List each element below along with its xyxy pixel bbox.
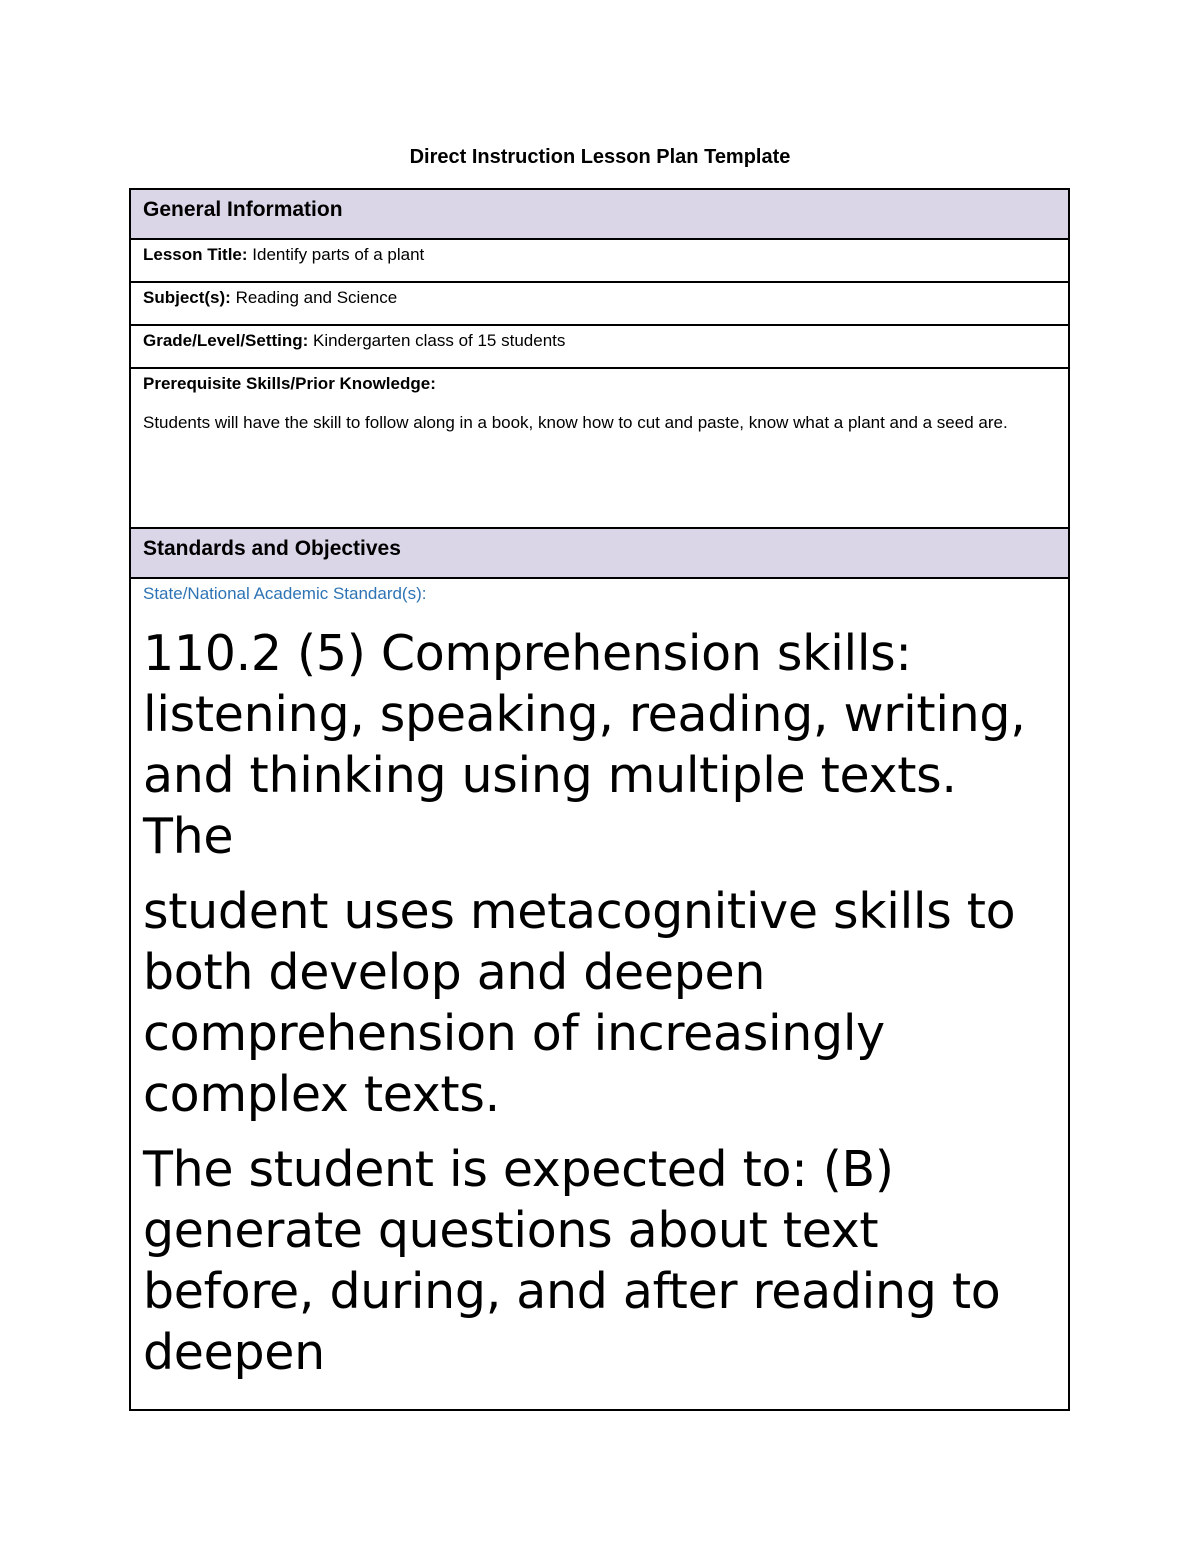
prerequisite-skills-label: Prerequisite Skills/Prior Knowledge:: [143, 374, 436, 393]
general-information-heading: General Information: [143, 198, 343, 221]
grade-level-setting-value: Kindergarten class of 15 students: [308, 331, 566, 350]
standard-paragraph: The student is expected to: (B) generate questions about text before, during, and after reading to deepen: [143, 1141, 1001, 1381]
subjects-row: [131, 283, 1068, 326]
standard-paragraph: 110.2 (5) Comprehension skills: listening, speaking, reading, writing, and thinking using multiple texts. The: [143, 625, 1026, 865]
document-title: Direct Instruction Lesson Plan Template: [409, 146, 791, 168]
subjects-label: Subject(s):: [143, 288, 231, 307]
subjects-value: Reading and Science: [230, 288, 398, 307]
lesson-title-row: [131, 240, 1068, 283]
lesson-title-value: Identify parts of a plant: [247, 245, 425, 264]
standards-objectives-heading: Standards and Objectives: [143, 537, 401, 560]
lesson-title-label: Lesson Title:: [143, 245, 248, 264]
general-information-header: [131, 190, 1068, 240]
lesson-plan-table: [129, 188, 1070, 1411]
standard-paragraph: student uses metacognitive skills to both develop and deepen comprehension of increasingly complex texts.: [143, 883, 1016, 1123]
grade-level-setting-label: Grade/Level/Setting:: [143, 331, 309, 350]
prerequisite-skills-value: Students will have the skill to follow along in a book, know how to cut and paste, know what a plant and a seed are.: [143, 413, 1008, 432]
grade-level-setting-row: [131, 326, 1068, 369]
standards-objectives-header: [131, 529, 1068, 579]
prerequisite-skills-row: [131, 369, 1068, 529]
standards-body: [131, 579, 1068, 1412]
standards-label: State/National Academic Standard(s):: [143, 584, 427, 603]
